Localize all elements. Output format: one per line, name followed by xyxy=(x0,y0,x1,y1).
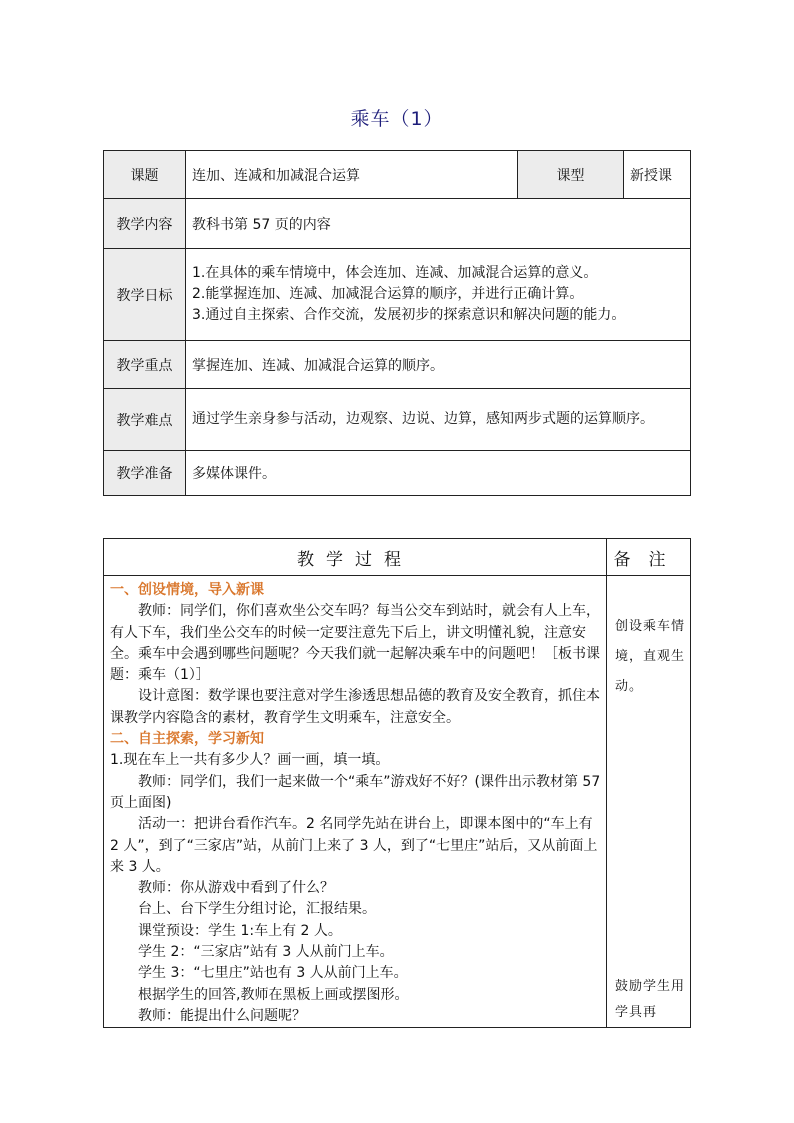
page-title: 乘车（1） xyxy=(350,108,444,130)
activity-paragraph: 活动一：把讲台看作汽车。2 名同学先站在讲台上，即课本图中的“车上有 2 人”，到了“三家店”站，从前门上来了 3 人，到了“七里庄”站后，又从前面上来 3 人。 xyxy=(110,816,598,875)
content-value: 教科书第 57 页的内容 xyxy=(186,199,691,249)
prep-row xyxy=(104,451,691,496)
difficulty-label: 教学难点 xyxy=(104,389,186,451)
question-1: 1.现在车上一共有多少人？画一画，填一填。 xyxy=(110,752,390,769)
prep-value: 多媒体课件。 xyxy=(186,451,691,496)
section-2-paragraph: 根据学生的回答,教师在黑板上画或摆图形。 xyxy=(138,986,409,1003)
section-2-paragraph: 教师：同学们，我们一起来做一个“乘车”游戏好不好？(课件出示教材第 57 页上面图) xyxy=(110,773,601,811)
difficulty-row xyxy=(104,389,691,451)
section-2-paragraph: 台上、台下学生分组讨论，汇报结果。 xyxy=(138,901,376,918)
section-2-paragraph: 课堂预设：学生 1:车上有 2 人。 xyxy=(138,922,342,939)
section-2-title: 二、自主探索，学习新知 xyxy=(110,731,264,748)
topic-value: 连加、连减和加减混合运算 xyxy=(186,151,518,199)
topic-row xyxy=(104,151,691,199)
note-1: 创设乘车情境，直观生动。 xyxy=(615,619,686,694)
goal-item: 3.通过自主探索、合作交流，发展初步的探索意识和解决问题的能力。 xyxy=(192,307,626,323)
section-2-paragraph: 教师：能提出什么问题呢？ xyxy=(138,1007,306,1024)
process-header-row xyxy=(104,539,691,576)
goals-value xyxy=(186,249,691,341)
section-2-paragraph: 学生 2：“三家店”站有 3 人从前门上车。 xyxy=(138,944,394,961)
notes-cell xyxy=(607,576,691,1028)
key-label: 教学重点 xyxy=(104,341,186,389)
key-value: 掌握连加、连减、加减混合运算的顺序。 xyxy=(186,341,691,389)
prep-label: 教学准备 xyxy=(104,451,186,496)
content-row xyxy=(104,199,691,249)
note-2: 鼓励学生用学具再 xyxy=(615,979,686,1020)
goal-item: 1.在具体的乘车情境中，体会连加、连减、加减混合运算的意义。 xyxy=(192,265,598,281)
notes-header: 备注 xyxy=(607,539,691,576)
process-body-row xyxy=(104,576,691,1028)
teaching-process-table xyxy=(103,538,691,1028)
goals-row xyxy=(104,249,691,341)
content-label: 教学内容 xyxy=(104,199,186,249)
section-1-paragraph: 教师：同学们，你们喜欢坐公交车吗？每当公交车到站时，就会有人上车，有人下车，我们坐公交车的时候一定要注意先下后上，讲文明懂礼貌，注意安全。乘车中会遇到哪些问题呢？今天我们就一起解决乘车中的问题吧！［板书课题：乘车（1）］ xyxy=(110,603,600,684)
process-body xyxy=(104,576,607,1028)
difficulty-value: 通过学生亲身参与活动，边观察、边说、边算，感知两步式题的运算顺序。 xyxy=(186,389,691,451)
type-label: 课型 xyxy=(518,151,624,199)
topic-label: 课题 xyxy=(104,151,186,199)
lesson-info-table xyxy=(103,150,691,496)
goal-item: 2.能掌握连加、连减、加减混合运算的顺序，并进行正确计算。 xyxy=(192,286,584,302)
section-2-paragraph: 教师：你从游戏中看到了什么？ xyxy=(138,880,334,897)
section-2-paragraph: 学生 3：“七里庄”站也有 3 人从前门上车。 xyxy=(138,965,408,982)
design-intent-paragraph: 设计意图：数学课也要注意对学生渗透思想品德的教育及安全教育，抓住本课教学内容隐含的素材，教育学生文明乘车，注意安全。 xyxy=(110,688,600,726)
process-header: 教学过程 xyxy=(104,539,607,576)
type-value: 新授课 xyxy=(624,151,691,199)
key-row xyxy=(104,341,691,389)
goals-label: 教学日标 xyxy=(104,249,186,341)
section-1-title: 一、创设情境，导入新课 xyxy=(110,582,264,598)
